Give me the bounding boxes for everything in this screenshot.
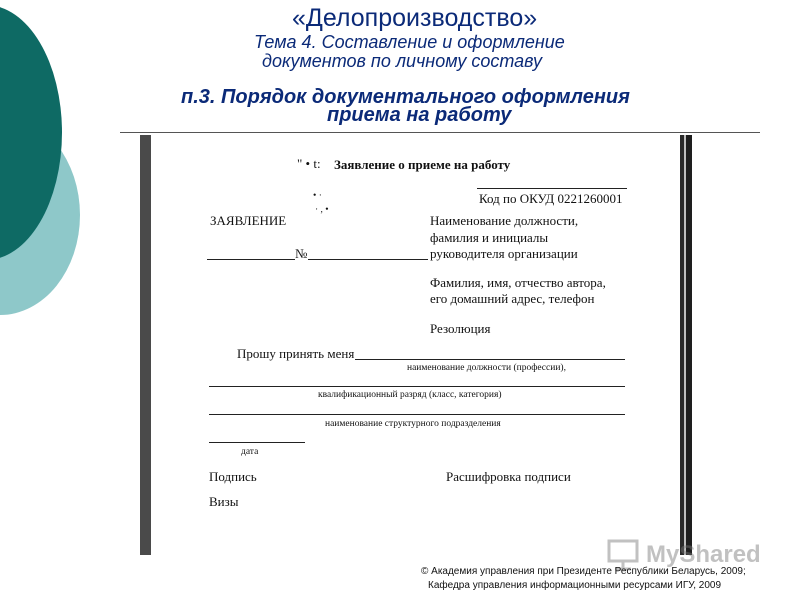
hint-department: наименование структурного подразделения bbox=[325, 419, 501, 429]
doc-position-line2: фамилия и инициалы bbox=[430, 230, 549, 245]
doc-marks-2: · , • bbox=[315, 205, 329, 215]
copyright-line2: Кафедра управления информационными ресурсами ИГУ, 2009 bbox=[428, 580, 722, 591]
doc-signature: Подпись bbox=[209, 469, 257, 484]
doc-author-line1: Фамилия, имя, отчество автора, bbox=[430, 275, 606, 290]
doc-resolution: Резолюция bbox=[430, 321, 491, 336]
number-field-line bbox=[308, 259, 428, 260]
doc-stray-marks: " • t: bbox=[297, 156, 321, 171]
copyright-line1: © Академия управления при Президенте Республики Беларусь, 2009; bbox=[421, 566, 746, 577]
document-left-border bbox=[140, 135, 151, 555]
doc-marks-1: • · bbox=[313, 191, 322, 201]
section-title-line2: приема на работу bbox=[327, 104, 512, 126]
date-line bbox=[209, 442, 305, 443]
doc-signature-decode: Расшифровка подписи bbox=[446, 469, 571, 484]
qualification-line bbox=[209, 386, 625, 387]
doc-visas: Визы bbox=[209, 494, 239, 509]
hint-qualification: квалификационный разряд (класс, категория) bbox=[318, 390, 502, 400]
okud-code: Код по ОКУД 0221260001 bbox=[479, 191, 623, 206]
doc-position-line1: Наименование должности, bbox=[430, 213, 579, 228]
slide-subtitle-line2: документов по личному составу bbox=[262, 51, 542, 71]
slide-title: «Делопроизводство» bbox=[292, 4, 538, 32]
request-line bbox=[355, 359, 625, 360]
document-right-border bbox=[680, 135, 692, 555]
doc-zayavlenie: ЗАЯВЛЕНИЕ bbox=[210, 213, 287, 228]
doc-position-line3: руководителя организации bbox=[430, 246, 578, 261]
slide-subtitle-line1: Тема 4. Составление и оформление bbox=[254, 32, 565, 52]
doc-heading: Заявление о приеме на работу bbox=[334, 157, 511, 172]
watermark-text: MyShared bbox=[646, 541, 761, 568]
department-line bbox=[209, 414, 625, 415]
date-field-line bbox=[207, 259, 295, 260]
section-title-line1: п.3. Порядок документального оформления bbox=[181, 86, 630, 108]
hint-date: дата bbox=[241, 447, 259, 457]
doc-author-line2: его домашний адрес, телефон bbox=[430, 291, 595, 306]
top-divider bbox=[120, 132, 760, 133]
doc-request: Прошу принять меня bbox=[237, 346, 355, 361]
doc-number-mark: № bbox=[295, 246, 308, 261]
okud-line bbox=[477, 188, 627, 189]
hint-position: наименование должности (профессии), bbox=[407, 363, 566, 373]
